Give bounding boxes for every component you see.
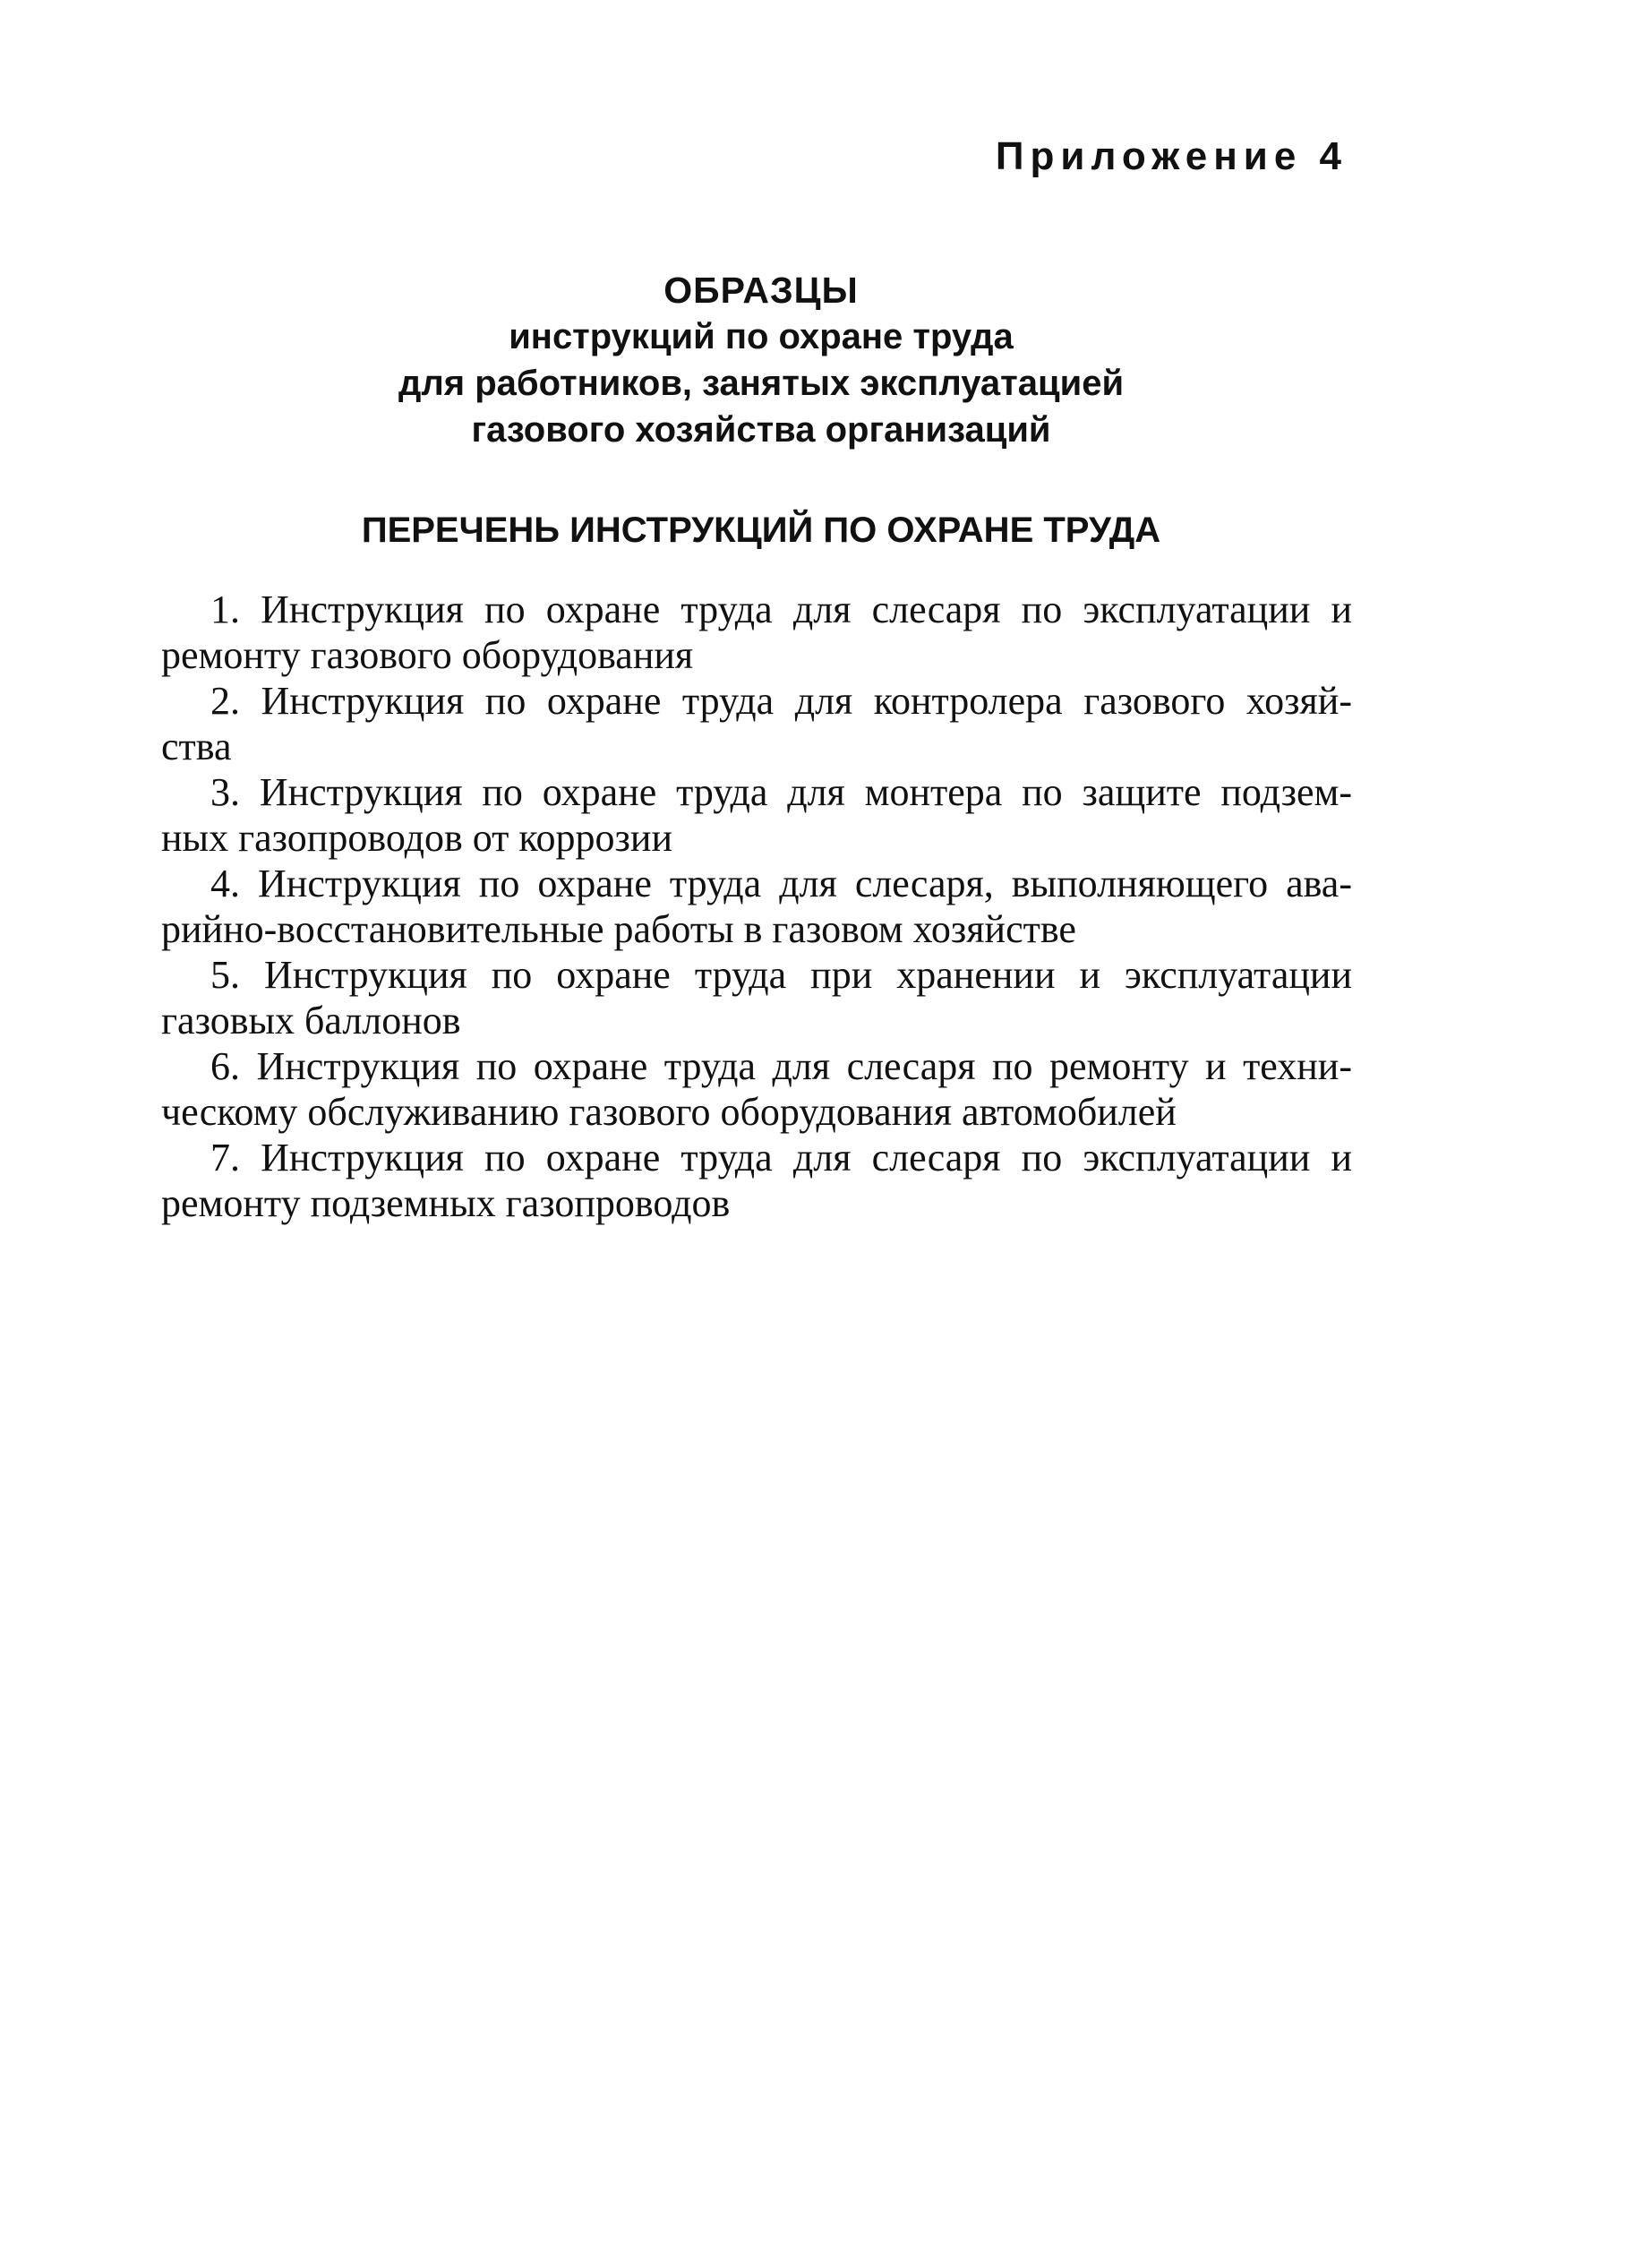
list-item-1 [161, 587, 1352, 678]
list-item-2-line-1: 2. Инструкция по охране труда для контролера газового хозяй- [210, 679, 1352, 723]
heading-subtitle-line-2: для работников, занятых эксплуатацией [398, 364, 1125, 403]
list-item-5-line-2: газовых баллонов [161, 999, 461, 1042]
list-item-6-line-1: 6. Инструкция по охране труда для слесаря по ремонту и техни- [210, 1044, 1352, 1088]
list-item-7-line-2: ремонту подземных газопроводов [161, 1181, 731, 1225]
list-item-7 [161, 1135, 1352, 1226]
list-item-1-line-1: 1. Инструкция по охране труда для слесаря по эксплуатации и [210, 588, 1352, 631]
list-item-4 [161, 861, 1352, 952]
list-item-4-line-1: 4. Инструкция по охране труда для слесаря, выполняющего ава- [210, 862, 1352, 905]
heading-subtitle-line-3: газового хозяйства организаций [471, 410, 1051, 450]
list-item-1-line-2: ремонту газового оборудования [161, 633, 694, 677]
list-item-6 [161, 1043, 1352, 1135]
list-item-3-line-2: ных газопроводов от коррозии [161, 816, 672, 860]
list-item-2-line-2: ства [161, 725, 232, 768]
list-item-7-line-1: 7. Инструкция по охране труда для слесаря по эксплуатации и [210, 1136, 1352, 1179]
list-item-5-line-1: 5. Инструкция по охране труда при хранении и эксплуатации [210, 953, 1352, 997]
list-item-6-line-2: ческому обслуживанию газового оборудования автомобилей [161, 1090, 1177, 1134]
heading-subtitle-line-1: инструкций по охране труда [509, 317, 1014, 356]
list-item-3-line-1: 3. Инструкция по охране труда для монтера по защите подзем- [210, 770, 1352, 814]
instruction-list [161, 587, 1352, 1226]
document-heading [161, 267, 1361, 453]
heading-title: ОБРАЗЦЫ [663, 270, 859, 311]
appendix-label: Приложение 4 [995, 134, 1348, 178]
list-item-2 [161, 678, 1352, 769]
list-item-4-line-2: рийно-восстановительные работы в газовом хозяйстве [161, 907, 1076, 951]
list-heading: ПЕРЕЧЕНЬ ИНСТРУКЦИЙ ПО ОХРАНЕ ТРУДА [361, 510, 1161, 550]
list-item-5 [161, 952, 1352, 1043]
list-item-3 [161, 769, 1352, 861]
